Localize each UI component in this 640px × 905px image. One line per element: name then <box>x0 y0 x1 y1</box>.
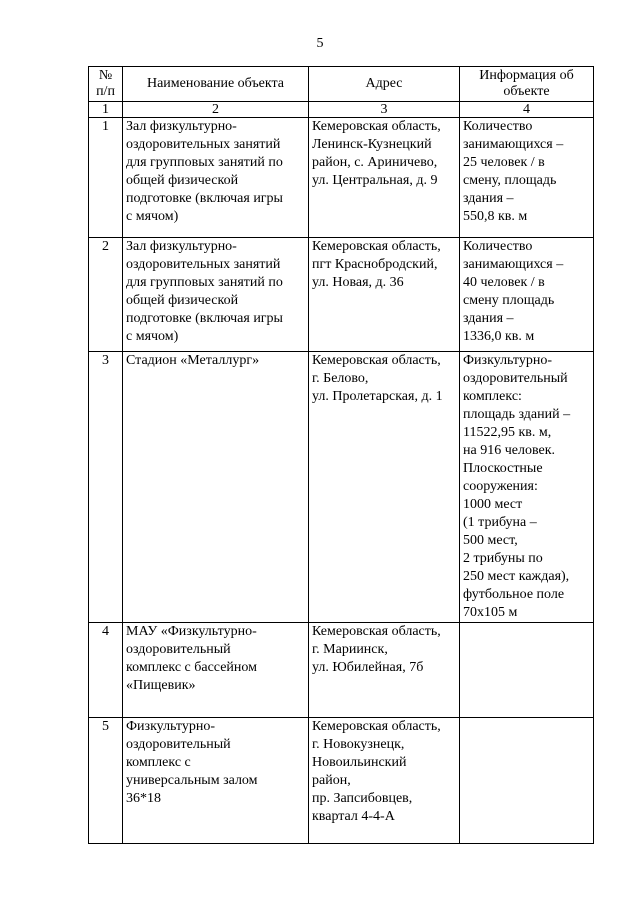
object-info: Количество занимающихся – 40 человек / в смену площадь здания – 1336,0 кв. м <box>460 238 594 352</box>
table-row <box>89 718 594 844</box>
object-name: Зал физкультурно- оздоровительных занятий для групповых занятий по общей физической подготовке (включая игры с мячом) <box>123 238 309 352</box>
column-number: 3 <box>309 102 460 118</box>
object-name: Стадион «Металлург» <box>123 352 309 623</box>
object-address: Кемеровская область, г. Новокузнецк, Новоильинский район, пр. Запсибовцев, квартал 4-4-А <box>309 718 460 844</box>
object-info <box>460 623 594 718</box>
object-info: Физкультурно- оздоровительный комплекс: площадь зданий – 11522,95 кв. м, на 916 человек. Плоскостные сооружения: 1000 мест (1 трибуна – 500 мест, 2 трибуны по 250 мест каждая), футбольное поле 70х105 м <box>460 352 594 623</box>
row-number: 3 <box>89 352 123 623</box>
header-address: Адрес <box>309 67 460 102</box>
page-number: 5 <box>316 36 324 51</box>
table-row <box>89 623 594 718</box>
objects-table <box>88 66 594 844</box>
column-number: 4 <box>460 102 594 118</box>
header-object-info: Информация об объекте <box>460 67 594 102</box>
object-info <box>460 718 594 844</box>
row-number: 2 <box>89 238 123 352</box>
table-row <box>89 118 594 238</box>
row-number: 4 <box>89 623 123 718</box>
object-address: Кемеровская область, г. Мариинск, ул. Юбилейная, 7б <box>309 623 460 718</box>
table-row <box>89 352 594 623</box>
row-number: 5 <box>89 718 123 844</box>
row-number: 1 <box>89 118 123 238</box>
object-address: Кемеровская область, г. Белово, ул. Пролетарская, д. 1 <box>309 352 460 623</box>
object-name: МАУ «Физкультурно- оздоровительный комплекс с бассейном «Пищевик» <box>123 623 309 718</box>
object-name: Физкультурно- оздоровительный комплекс с универсальным залом 36*18 <box>123 718 309 844</box>
column-number-row <box>89 102 594 118</box>
object-info: Количество занимающихся – 25 человек / в смену, площадь здания – 550,8 кв. м <box>460 118 594 238</box>
table-row <box>89 238 594 352</box>
object-name: Зал физкультурно- оздоровительных занятий для групповых занятий по общей физической подготовке (включая игры с мячом) <box>123 118 309 238</box>
object-address: Кемеровская область, пгт Краснобродский, ул. Новая, д. 36 <box>309 238 460 352</box>
object-address: Кемеровская область, Ленинск-Кузнецкий район, с. Ариничево, ул. Центральная, д. 9 <box>309 118 460 238</box>
header-number: № п/п <box>89 67 123 102</box>
header-row <box>89 67 594 102</box>
column-number: 2 <box>123 102 309 118</box>
column-number: 1 <box>89 102 123 118</box>
header-object-name: Наименование объекта <box>123 67 309 102</box>
